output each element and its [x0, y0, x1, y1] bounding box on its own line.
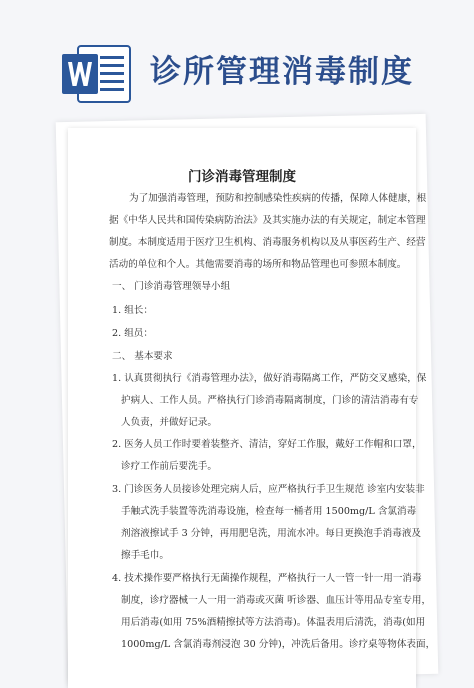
intro-line: 制度。本制度适用于医疗卫生机构、消毒服务机构以及从事医药生产、经营	[109, 237, 426, 248]
item-line: 1000mg/L 含氯消毒剂浸泡 30 分钟)，冲洗后备用。诊疗桌等物体表面，	[121, 639, 436, 650]
item-line: 制度，诊疗器械一人一用一消毒或灭菌 听诊器、血压计等用品专室专用，	[121, 595, 432, 606]
word-icon	[62, 42, 132, 106]
requirement-item-2	[112, 434, 422, 478]
leader-line: 1. 组长：	[112, 305, 153, 316]
intro-paragraph	[109, 188, 427, 276]
section-heading-leadership: 一、 门诊消毒管理领导小组	[112, 281, 231, 292]
item-line: 人负责，并做好记录。	[121, 417, 217, 428]
item-line: 手触式洗手装置等洗消毒设施，检查每一桶者用 1500mg/L 含氯消毒	[121, 506, 417, 517]
item-line: 擦手毛巾。	[121, 550, 169, 561]
members-line: 2. 组员：	[112, 328, 153, 339]
document-title: 门诊消毒管理制度	[188, 169, 296, 185]
item-line: 2. 医务人员工作时要着装整齐、清洁，穿好工作服，戴好工作帽和口罩，	[112, 439, 422, 450]
item-line: 诊疗工作前后要洗手。	[121, 461, 217, 472]
intro-line: 为了加强消毒管理，预防和控制感染性疾病的传播，保障人体健康，根	[129, 193, 427, 204]
intro-line: 活动的单位和个人。其他需要消毒的场所和物品管理也可参照本制度。	[109, 259, 407, 270]
item-line: 用后消毒(如用 75%酒精擦拭等方法消毒)。体温表用后清洗，消毒(如用	[121, 617, 426, 628]
item-line: 4. 技术操作要严格执行无菌操作规程，严格执行一人一管一针一用一消毒	[112, 573, 422, 584]
banner	[0, 0, 474, 118]
section-heading-requirements: 二、 基本要求	[112, 351, 173, 362]
banner-title: 诊所管理消毒制度	[150, 54, 414, 90]
item-line: 3. 门诊医务人员接诊处理完病人后，应严格执行手卫生规范 诊室内安装非	[112, 484, 425, 495]
item-line: 护病人、工作人员。严格执行门诊消毒隔离制度，门诊的清洁消毒有专	[121, 395, 419, 406]
item-line: 剂溶液擦试手 3 分钟，再用肥皂洗，用流水冲。每日更换泡手消毒液及	[121, 528, 422, 539]
requirement-item-1	[112, 368, 427, 434]
document-page	[68, 128, 436, 688]
intro-line: 据《中华人民共和国传染病防治法》及其实施办法的有关规定，制定本管理	[109, 215, 426, 226]
requirement-item-4	[112, 568, 436, 656]
item-line: 1. 认真贯彻执行《消毒管理办法》，做好消毒隔离工作，严防交叉感染，保	[112, 373, 427, 384]
requirement-item-3	[112, 479, 425, 567]
